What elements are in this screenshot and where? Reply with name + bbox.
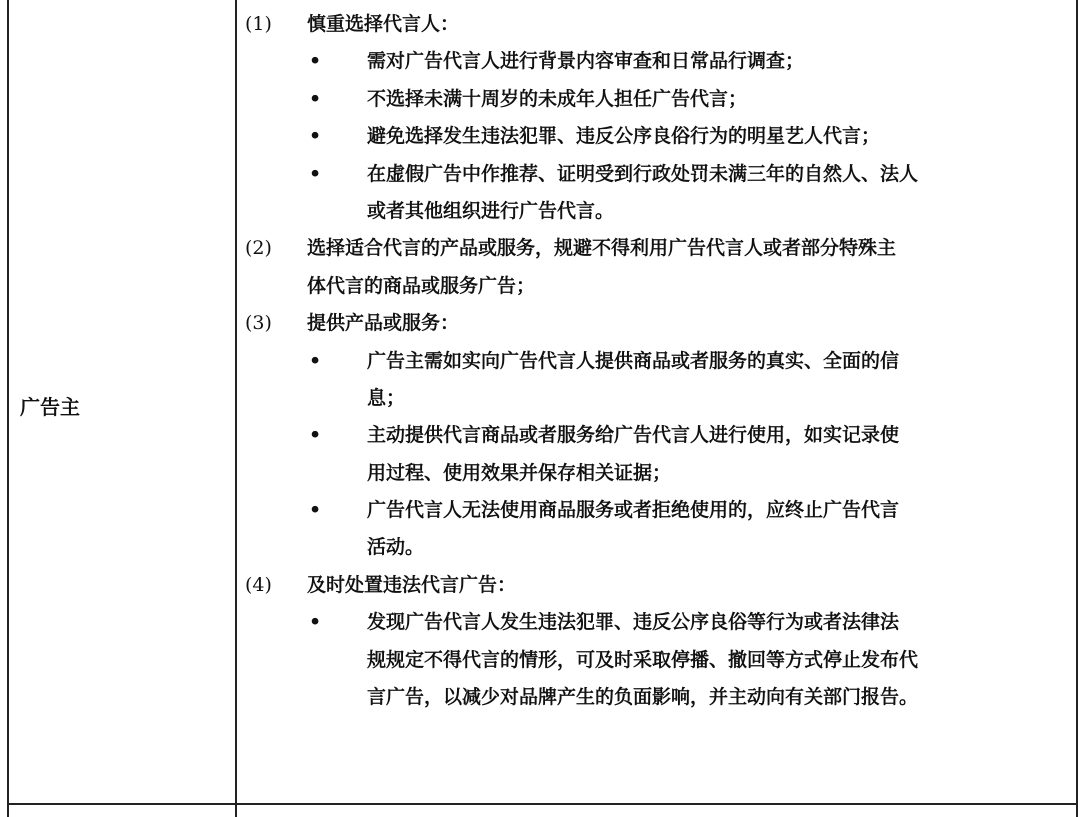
bullet-item — [245, 343, 1067, 380]
bullet-item — [245, 492, 1067, 529]
item-text: 选择适合代言的产品或服务，规避不得利用广告代言人或者部分特殊主 — [307, 237, 897, 260]
table-bottom-border — [7, 803, 1077, 805]
bullet-text: 规规定不得代言的情形，可及时采取停播、撤回等方式停止发布代 — [367, 648, 919, 671]
bullet-item — [245, 417, 1067, 454]
item-text: 慎重选择代言人： — [307, 13, 460, 35]
bullet-icon: • — [309, 87, 322, 110]
bullet-text: 广告代言人无法使用商品服务或者拒绝使用的，应终止广告代言 — [367, 499, 900, 522]
item-number: (1) — [245, 13, 272, 35]
bullet-text: 需对广告代言人进行背景内容审查和日常品行调查； — [367, 50, 805, 73]
item-text: 提供产品或服务： — [307, 312, 460, 335]
bullet-icon: • — [309, 349, 322, 372]
item-number: (2) — [245, 237, 272, 260]
bullet-text: 发现广告代言人发生违法犯罪、违反公序良俗等行为或者法律法 — [367, 611, 900, 634]
bullet-item — [245, 81, 1067, 118]
bullet-text: 不选择未满十周岁的未成年人担任广告代言； — [367, 87, 748, 110]
numbered-item — [245, 6, 1067, 43]
bullet-icon: • — [309, 424, 322, 447]
bullet-continuation — [245, 642, 1067, 679]
bullet-text: 活动。 — [367, 536, 425, 559]
bullet-icon: • — [309, 50, 322, 73]
table-column-divider — [235, 0, 237, 817]
bullet-text: 在虚假广告中作推荐、证明受到行政处罚未满三年的自然人、法人 — [367, 162, 919, 185]
bullet-text: 用过程、使用效果并保存相关证据； — [367, 461, 672, 484]
bullet-icon: • — [309, 125, 322, 148]
bullet-item — [245, 156, 1067, 193]
numbered-continuation — [245, 268, 1067, 305]
bullet-continuation — [245, 193, 1067, 230]
bullet-continuation — [245, 455, 1067, 492]
bullet-icon: • — [309, 611, 322, 634]
bullet-continuation — [245, 380, 1067, 417]
item-number: (4) — [245, 573, 272, 596]
bullet-text: 广告主需如实向广告代言人提供商品或者服务的真实、全面的信 — [367, 349, 900, 372]
bullet-text: 避免选择发生违法犯罪、违反公序良俗行为的明星艺人代言； — [367, 125, 881, 148]
bullet-continuation — [245, 679, 1067, 716]
bullet-text: 息； — [367, 386, 406, 409]
item-text: 体代言的商品或服务广告； — [307, 274, 536, 297]
bullet-icon: • — [309, 499, 322, 522]
bullet-continuation — [245, 529, 1067, 566]
cell-content — [245, 6, 1067, 716]
numbered-item — [245, 567, 1067, 604]
numbered-item — [245, 230, 1067, 267]
bullet-item — [245, 604, 1067, 641]
item-text: 及时处置违法代言广告： — [307, 573, 517, 596]
bullet-text: 或者其他组织进行广告代言。 — [367, 199, 615, 222]
bullet-icon: • — [309, 162, 322, 185]
table-left-border — [7, 0, 9, 817]
item-number: (3) — [245, 312, 272, 335]
bullet-item — [245, 118, 1067, 155]
bullet-text: 言广告，以减少对品牌产生的负面影响，并主动向有关部门报告。 — [367, 686, 919, 709]
numbered-item — [245, 305, 1067, 342]
bullet-item — [245, 43, 1067, 80]
bullet-text: 主动提供代言商品或者服务给广告代言人进行使用，如实记录使 — [367, 424, 900, 447]
table-right-border — [1076, 0, 1078, 817]
row-label: 广告主 — [20, 395, 80, 419]
